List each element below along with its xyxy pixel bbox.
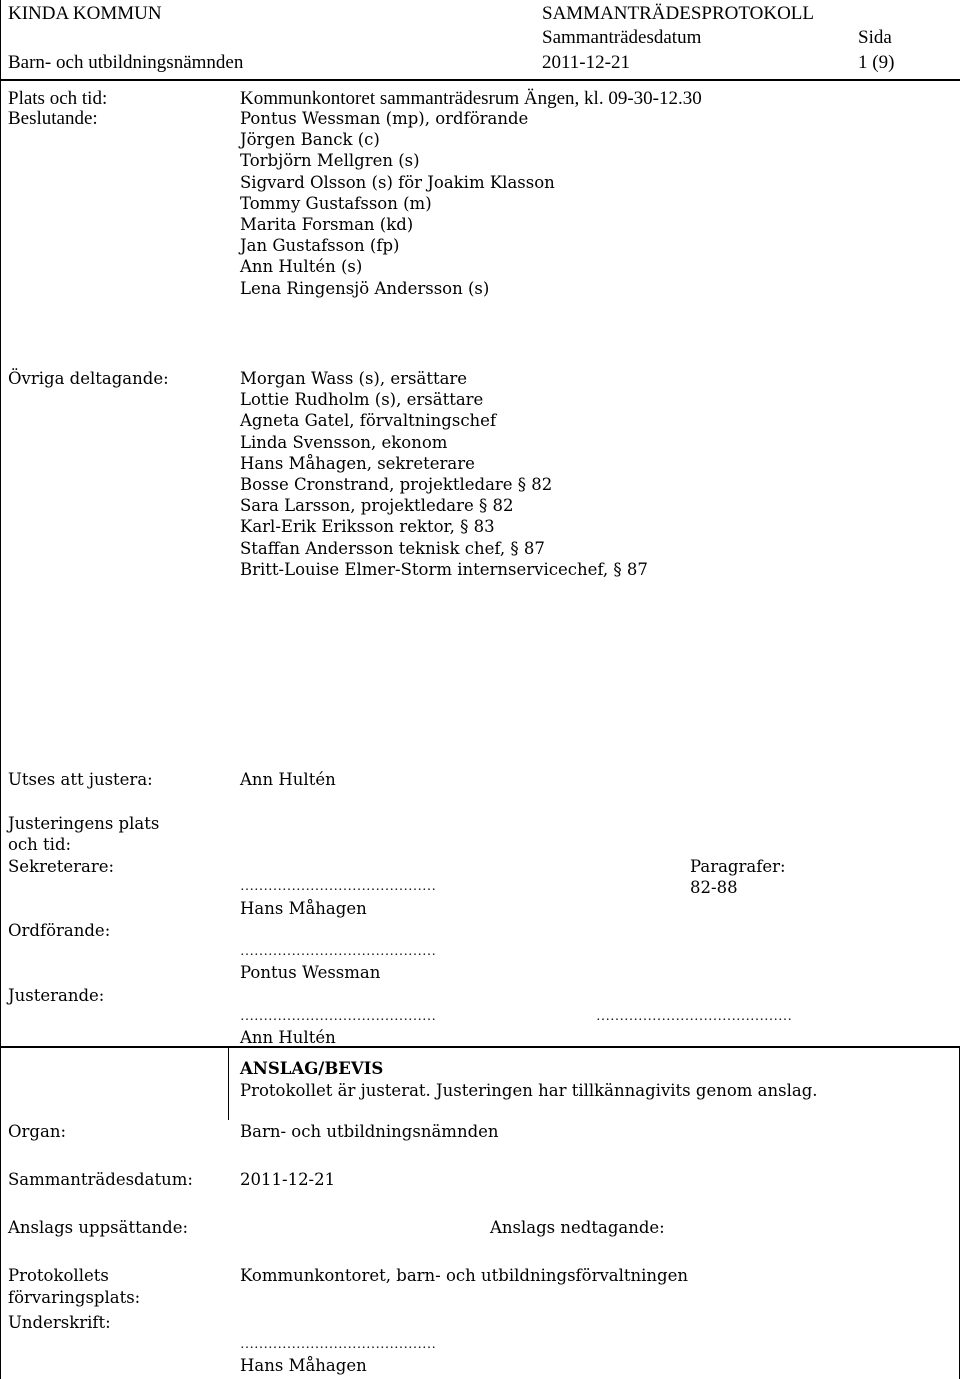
notice-divider xyxy=(228,1048,229,1120)
organ-value: Barn- och utbildningsnämnden xyxy=(240,1122,499,1141)
list-item: Ann Hultén (s) xyxy=(240,257,363,277)
decision-makers-list xyxy=(240,108,555,299)
adjusting-name: Ann Hultén xyxy=(240,1028,336,1047)
list-item: Sara Larsson, projektledare § 82 xyxy=(240,496,514,516)
date-label: Sammanträdesdatum xyxy=(542,27,702,48)
secretary-signature-line: …………………………………… xyxy=(240,879,436,894)
list-item: Sigvard Olsson (s) för Joakim Klasson xyxy=(240,172,555,192)
list-item: Britt-Louise Elmer-Storm internservicechef, § 87 xyxy=(240,559,648,579)
place-label: Plats och tid: xyxy=(8,88,108,109)
posted-label: Anslags uppsättande: xyxy=(8,1218,189,1237)
removed-label: Anslags nedtagande: xyxy=(490,1218,665,1237)
notice-text: Protokollet är justerat. Justeringen har tillkännagivits genom anslag. xyxy=(240,1081,818,1100)
list-item: Hans Måhagen, sekreterare xyxy=(240,453,475,473)
storage-value: Kommunkontoret, barn- och utbildningsförvaltningen xyxy=(240,1266,689,1285)
storage-label-line1: Protokollets xyxy=(8,1266,109,1285)
left-border xyxy=(0,0,1,1379)
notice-signature-line: …………………………………… xyxy=(240,1337,436,1352)
list-item: Torbjörn Mellgren (s) xyxy=(240,151,420,171)
list-item: Bosse Cronstrand, projektledare § 82 xyxy=(240,474,553,494)
secretary-name: Hans Måhagen xyxy=(240,899,367,918)
adjusting-label: Justerande: xyxy=(8,986,105,1005)
notice-title: ANSLAG/BEVIS xyxy=(240,1059,384,1078)
list-item: Tommy Gustafsson (m) xyxy=(240,193,432,213)
others-list xyxy=(240,368,648,580)
list-item: Linda Svensson, ekonom xyxy=(240,432,448,452)
committee-name: Barn- och utbildningsnämnden xyxy=(8,52,244,73)
list-item: Morgan Wass (s), ersättare xyxy=(240,369,468,388)
page-number: 1 (9) xyxy=(858,52,895,73)
page-label: Sida xyxy=(858,27,892,48)
chair-signature-line: …………………………………… xyxy=(240,944,436,959)
list-item: Lottie Rudholm (s), ersättare xyxy=(240,390,484,410)
adjuster-label: Utses att justera: xyxy=(8,770,153,789)
list-item: Lena Ringensjö Andersson (s) xyxy=(240,278,490,298)
adjusting-signature-line: …………………………………… xyxy=(240,1009,436,1024)
list-item: Agneta Gatel, förvaltningschef xyxy=(240,411,497,431)
list-item: Karl-Erik Eriksson rektor, § 83 xyxy=(240,517,495,537)
list-item: Pontus Wessman (mp), ordförande xyxy=(240,109,529,128)
notice-rule xyxy=(0,1046,960,1048)
organ-label: Organ: xyxy=(8,1122,66,1141)
meeting-date: 2011-12-21 xyxy=(542,52,630,73)
paragraphs-label: Paragrafer: xyxy=(690,857,786,876)
notice-date-label: Sammanträdesdatum: xyxy=(8,1170,193,1189)
adjustment-time-label: och tid: xyxy=(8,835,72,854)
header-rule xyxy=(0,79,960,81)
notice-date-value: 2011-12-21 xyxy=(240,1170,336,1189)
list-item: Marita Forsman (kd) xyxy=(240,214,414,234)
secretary-label: Sekreterare: xyxy=(8,857,115,876)
decision-makers-label: Beslutande: xyxy=(8,108,98,129)
storage-label-line2: förvaringsplats: xyxy=(8,1288,141,1307)
signature-label: Underskrift: xyxy=(8,1313,111,1332)
others-label: Övriga deltagande: xyxy=(8,369,169,388)
adjustment-place-label: Justeringens plats xyxy=(8,814,160,833)
adjuster-value: Ann Hultén xyxy=(240,770,336,789)
list-item: Jörgen Banck (c) xyxy=(240,130,380,150)
adjusting-signature-line-2: …………………………………… xyxy=(596,1009,792,1024)
place-value: Kommunkontoret sammanträdesrum Ängen, kl. 09-30-12.30 xyxy=(240,88,702,109)
municipality-name: KINDA KOMMUN xyxy=(8,3,162,24)
document-type: SAMMANTRÄDESPROTOKOLL xyxy=(542,3,815,24)
chair-label: Ordförande: xyxy=(8,921,111,940)
list-item: Staffan Andersson teknisk chef, § 87 xyxy=(240,538,545,558)
list-item: Jan Gustafsson (fp) xyxy=(240,236,400,256)
paragraphs-value: 82-88 xyxy=(690,878,738,897)
chair-name: Pontus Wessman xyxy=(240,963,381,982)
notice-signature-name: Hans Måhagen xyxy=(240,1356,367,1375)
